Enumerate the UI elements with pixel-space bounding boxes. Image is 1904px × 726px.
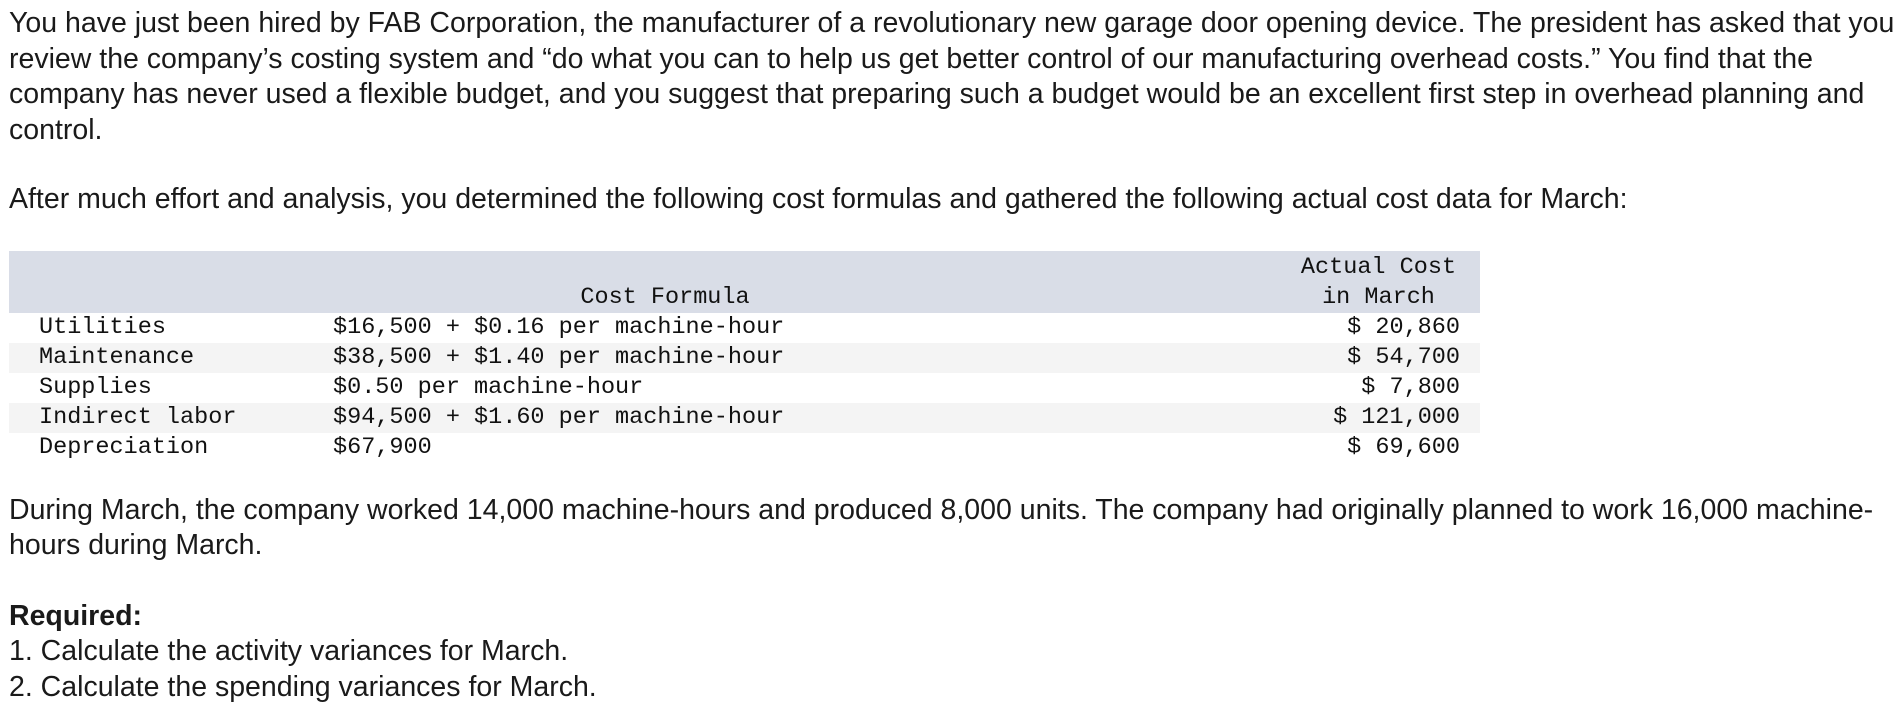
actual-cost: $ 54,700	[1347, 343, 1460, 371]
cost-formula: $16,500 + $0.16 per machine-hour	[333, 313, 785, 341]
table-row	[9, 313, 1480, 343]
table-row	[9, 373, 1480, 403]
cost-formula: $67,900	[333, 433, 432, 461]
table-row	[9, 343, 1480, 373]
required-item: 1. Calculate the activity variances for March.	[9, 635, 569, 667]
header-actual-line2: in March	[1322, 283, 1435, 311]
actual-cost: $ 69,600	[1347, 433, 1460, 461]
actual-cost: $ 121,000	[1333, 403, 1460, 431]
table-header-row	[9, 283, 1480, 313]
cost-name: Depreciation	[39, 433, 209, 461]
actual-cost: $ 20,860	[1347, 313, 1460, 341]
cost-name: Utilities	[39, 313, 166, 341]
problem-content	[9, 6, 1899, 705]
header-cost-formula: Cost Formula	[580, 283, 750, 311]
cost-name: Maintenance	[39, 343, 195, 371]
intro-paragraph: You have just been hired by FAB Corporation, the manufacturer of a revolutionary new garage door opening device. The president has asked that you review the company’s costing system and “do what you can to help us get better control of our manufacturing overhead costs.” You find that the company has never used a flexible budget, and you suggest that preparing such a budget would be an excellent first step in overhead planning and control.	[9, 7, 1895, 146]
cost-table	[9, 251, 1480, 463]
required-item: 2. Calculate the spending variances for March.	[9, 670, 597, 703]
cost-formula: $38,500 + $1.40 per machine-hour	[333, 343, 785, 371]
cost-name: Supplies	[39, 373, 152, 401]
cost-formula: $0.50 per machine-hour	[333, 373, 644, 401]
table-row	[9, 403, 1480, 433]
table-row	[9, 433, 1480, 463]
table-header-row	[9, 251, 1480, 283]
required-heading: Required:	[9, 599, 143, 632]
header-actual-line1: Actual Cost	[1300, 253, 1457, 281]
lead-paragraph: After much effort and analysis, you determined the following cost formulas and gathered the following actual cost data for March:	[9, 183, 1628, 215]
march-info-paragraph: During March, the company worked 14,000 machine-hours and produced 8,000 units. The company had originally planned to work 16,000 machine-hours during March.	[9, 493, 1874, 561]
actual-cost: $ 7,800	[1361, 373, 1460, 401]
cost-name: Indirect labor	[39, 403, 237, 431]
cost-formula: $94,500 + $1.60 per machine-hour	[333, 403, 785, 431]
